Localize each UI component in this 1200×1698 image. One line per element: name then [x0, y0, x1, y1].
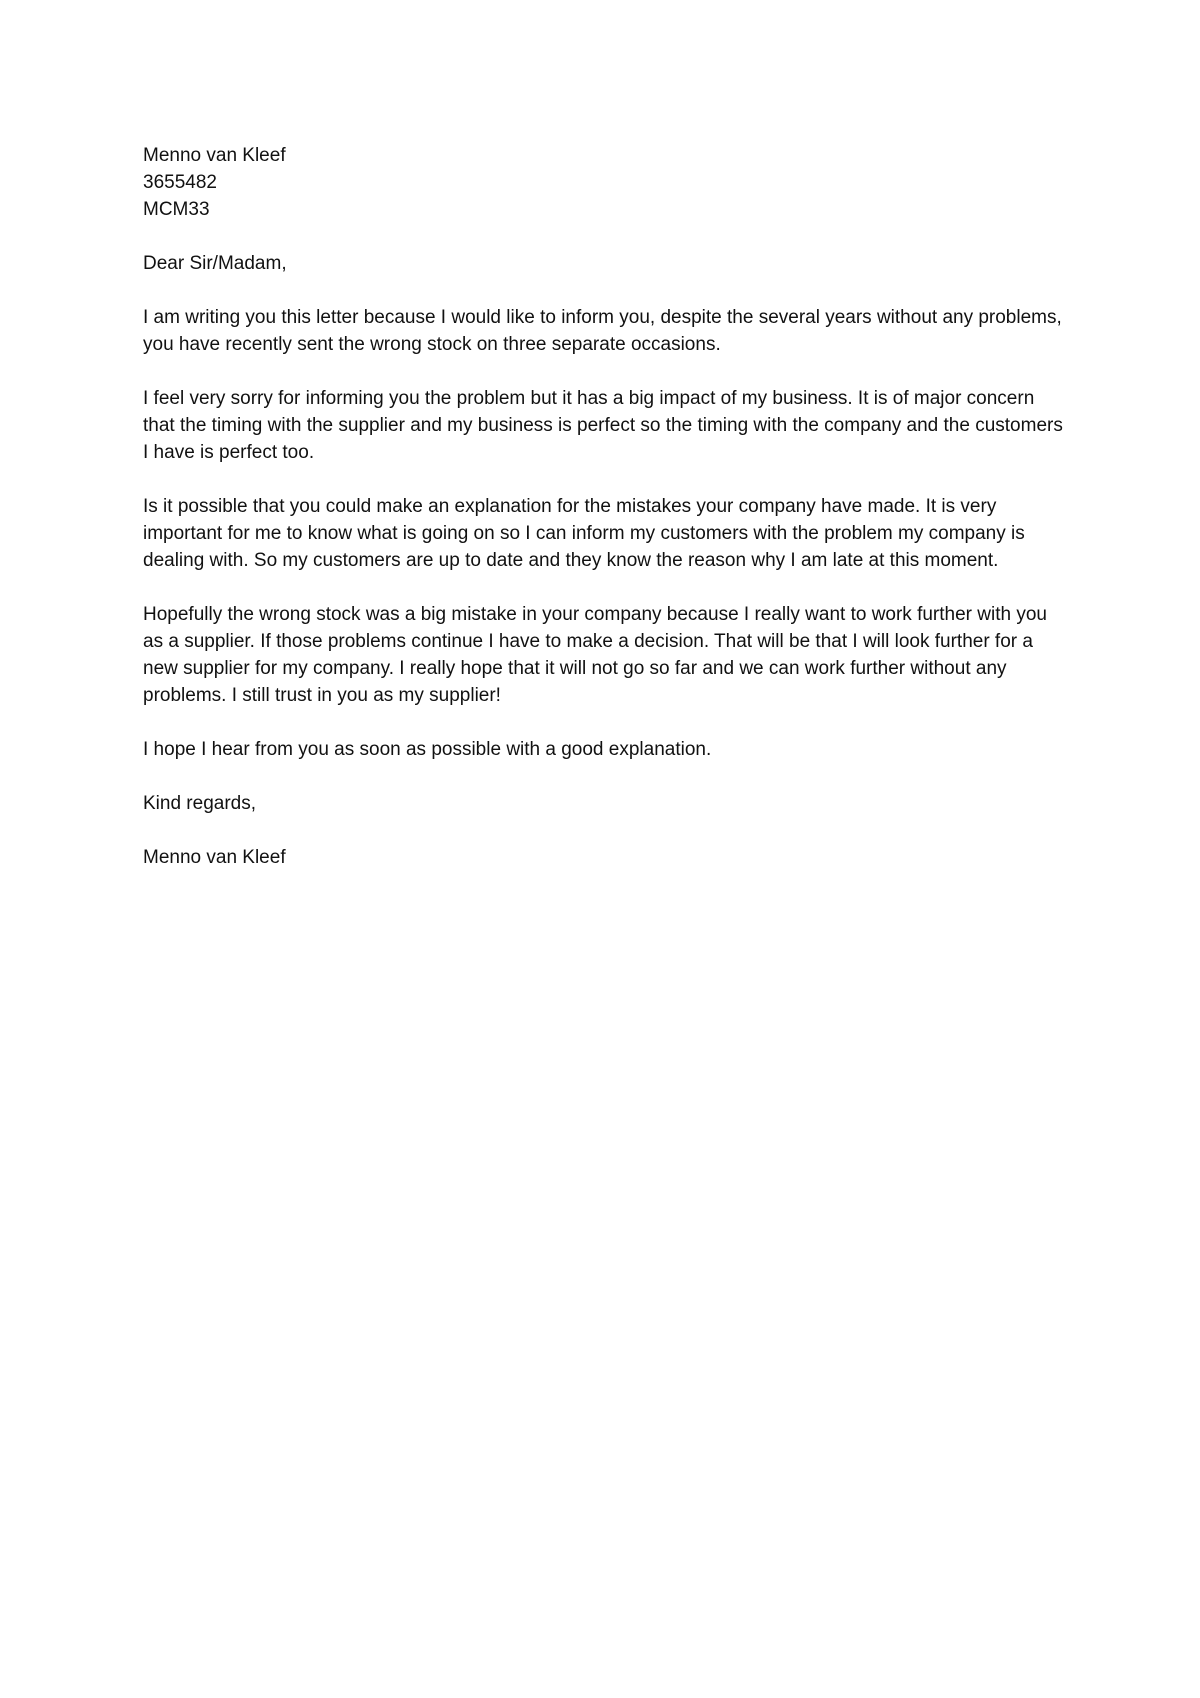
letter-body — [143, 142, 1063, 898]
sender-block — [143, 142, 1063, 223]
paragraph-3: Is it possible that you could make an explanation for the mistakes your company have made. It is very important for me to know what is going on so I can inform my customers with the problem my company is dealing with. So my customers are up to date and they know the reason why I am late at this moment. — [143, 496, 1025, 571]
spacer — [143, 223, 1063, 250]
paragraph-4: Hopefully the wrong stock was a big mistake in your company because I really want to work further with you as a supplier. If those problems continue I have to make a decision. That will be that I will look further for a new supplier for my company. I really hope that it will not go so far and we can work further without any problems. I still trust in you as my supplier! — [143, 604, 1047, 706]
sender-name: Menno van Kleef — [143, 145, 286, 166]
salutation: Dear Sir/Madam, — [143, 253, 287, 274]
paragraph-2: I feel very sorry for informing you the problem but it has a big impact of my business. It is of major concern that the timing with the supplier and my business is perfect so the timing with the company and the customers I have is perfect too. — [143, 388, 1063, 463]
sender-class-code: MCM33 — [143, 199, 210, 220]
paragraph-1: I am writing you this letter because I would like to inform you, despite the several years without any problems, you have recently sent the wrong stock on three separate occasions. — [143, 307, 1062, 355]
signature: Menno van Kleef — [143, 847, 286, 868]
paragraph-5: I hope I hear from you as soon as possible with a good explanation. — [143, 739, 712, 760]
closing: Kind regards, — [143, 793, 257, 814]
sender-student-number: 3655482 — [143, 172, 217, 193]
